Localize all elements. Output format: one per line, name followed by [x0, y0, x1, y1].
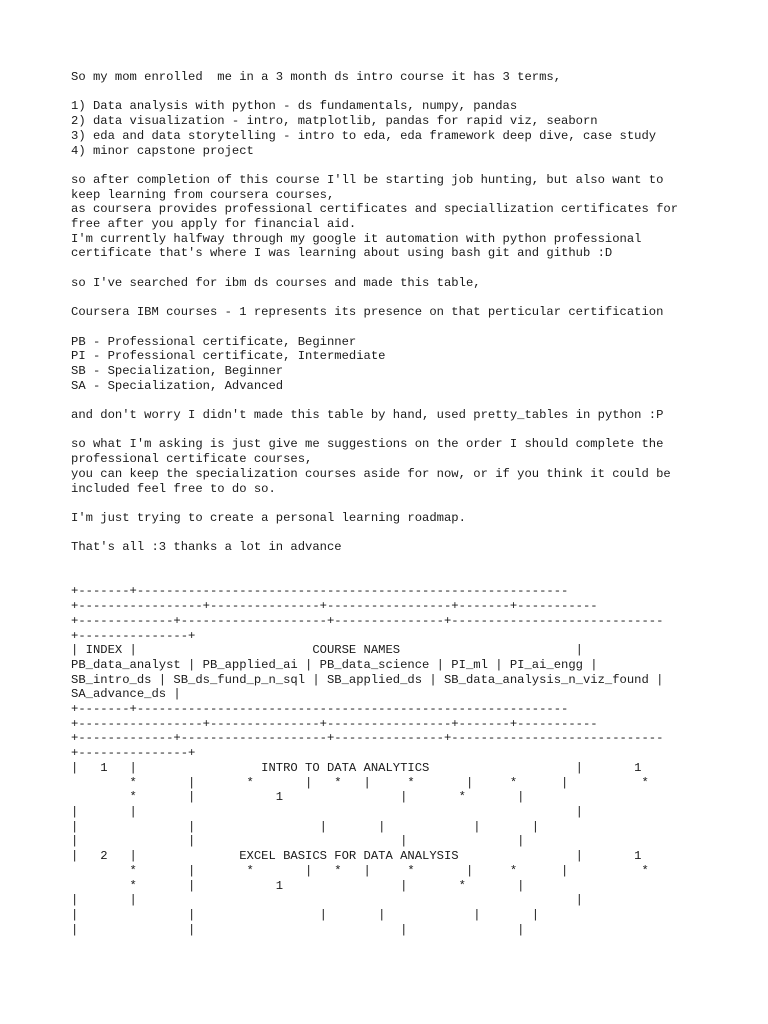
- paragraph-roadmap: I'm just trying to create a personal learning roadmap.: [71, 510, 466, 525]
- term-item-3: 3) eda and data storytelling - intro to eda, eda framework deep dive, case study: [71, 128, 657, 143]
- paragraph-request: so what I'm asking is just give me suggestions on the order I should complete the professional certificate courses, you can keep the specialization courses aside for now, or if you think it could be included feel free to do so.: [71, 437, 671, 496]
- paragraph-table-intro: so I've searched for ibm ds courses and made this table,: [71, 275, 481, 290]
- table-caption: Coursera IBM courses - 1 represents its presence on that perticular certification: [71, 305, 664, 320]
- legend-item-pb: PB - Professional certificate, Beginner: [71, 334, 357, 349]
- legend-item-pi: PI - Professional certificate, Intermediate: [71, 349, 386, 364]
- term-item-2: 2) data visualization - intro, matplotlib, pandas for rapid viz, seaborn: [71, 114, 598, 129]
- legend-item-sa: SA - Specialization, Advanced: [71, 378, 284, 393]
- term-item-4: 4) minor capstone project: [71, 143, 254, 158]
- document-page: [71, 70, 761, 937]
- paragraph-thanks: That's all :3 thanks a lot in advance: [71, 540, 342, 555]
- legend-item-sb: SB - Specialization, Beginner: [71, 363, 284, 378]
- ascii-course-table: +-------+----------------------------------------------------------- +-----------------+---------------+-----------------+-------+----------- +-------------+--------------------+---------------+----------------------------- +---------------+ | INDEX | COURSE NAMES | PB_data_analyst | PB_applied_ai | PB_data_science | PI_ml | PI_ai_engg | SB_intro_ds | SB_ds_fund_p_n_sql | SB_applied_ds | SB_data_analysis_n_viz_found | SA_advance_ds | +-------+----------------------------------------------------------- +-----------------+---------------+-----------------+-------+----------- +-------------+--------------------+---------------+----------------------------- +---------------+ | 1 | INTRO TO DATA ANALYTICS | 1 * | * | * | * | * | * * | 1 | * | | | | | | | | | | | | | | | 2 | EXCEL BASICS FOR DATA ANALYSIS | 1 * | * | * | * | * | * * | 1 | * | | | | | | | | | | | | | |: [71, 584, 664, 937]
- paragraph-coursera: so after completion of this course I'll be starting job hunting, but also want to keep learning from coursera courses, as coursera provides professional certificates and speciallization certificates for free after you apply for financial aid. I'm currently halfway through my google it automation with python professional certificate that's where I was learning about using bash git and github :D: [71, 172, 679, 261]
- intro-line: So my mom enrolled me in a 3 month ds intro course it has 3 terms,: [71, 70, 562, 84]
- term-item-1: 1) Data analysis with python - ds fundamentals, numpy, pandas: [71, 99, 518, 114]
- paragraph-pretty-tables: and don't worry I didn't made this table by hand, used pretty_tables in python :P: [71, 408, 664, 423]
